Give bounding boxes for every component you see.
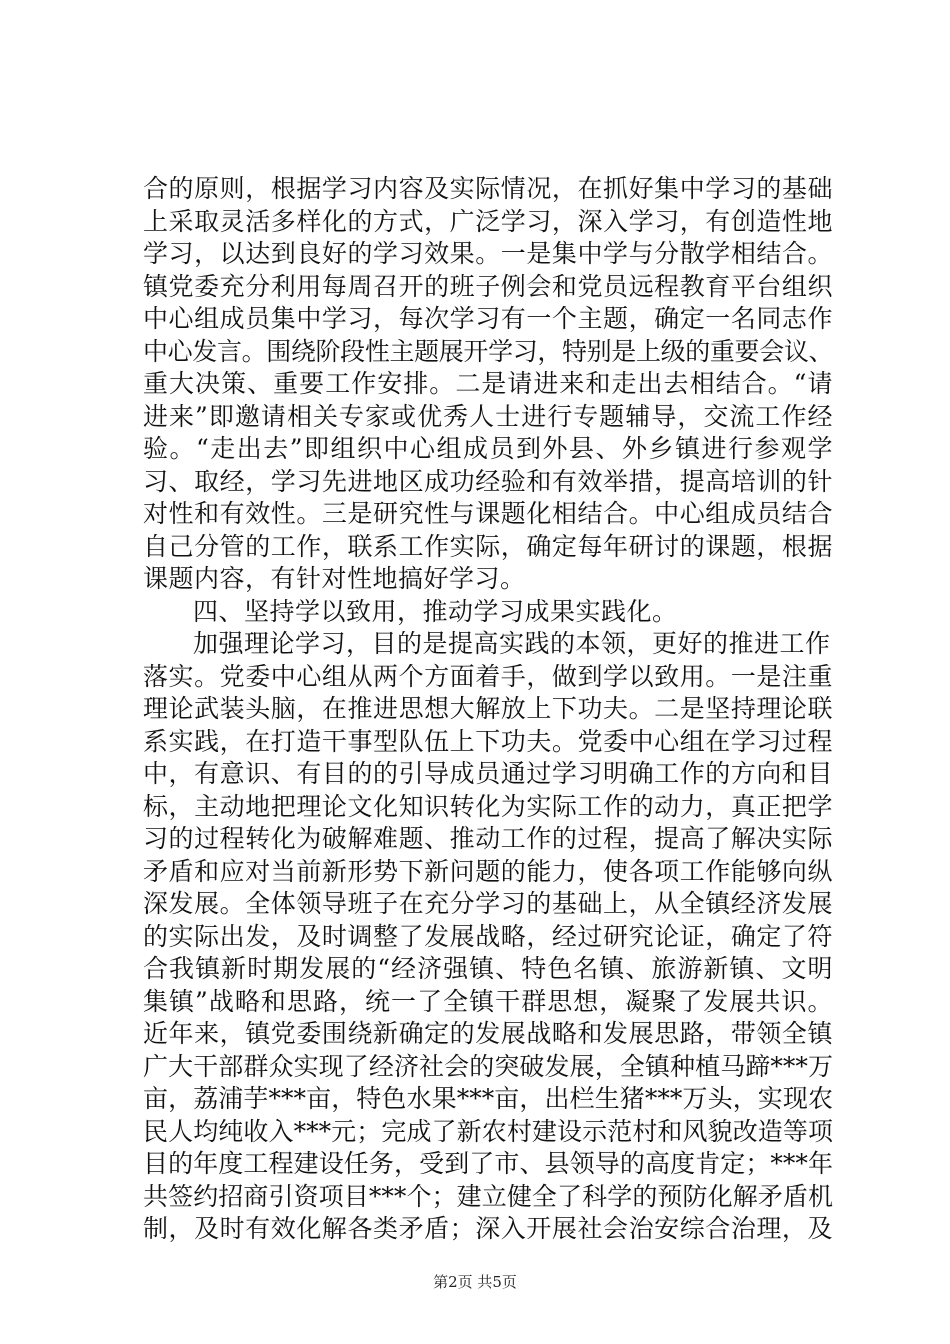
text-line: 习的过程转化为破解难题、推动工作的过程，提高了解决实际 <box>143 824 833 853</box>
page-footer <box>0 1271 950 1292</box>
body-text <box>143 173 833 1246</box>
text-line: 中心发言。围绕阶段性主题展开学习，特别是上级的重要会议、 <box>143 336 833 366</box>
text-line: 习、取经，学习先进地区成功经验和有效举措，提高培训的针 <box>143 466 833 496</box>
text-line: 课题内容，有针对性地搞好学习。 <box>143 564 526 593</box>
text-line: 共签约招商引资项目***个；建立健全了科学的预防化解矛盾机 <box>143 1181 833 1211</box>
text-line: 广大干部群众实现了经济社会的突破发展，全镇种植马蹄***万 <box>143 1051 833 1081</box>
text-line: 民人均纯收入***元；完成了新农村建设示范村和风貌改造等项 <box>143 1116 833 1146</box>
section-heading: 四、坚持学以致用，推动学习成果实践化。 <box>193 596 678 626</box>
text-line: 中，有意识、有目的的引导成员通过学习明确工作的方向和目 <box>143 759 833 788</box>
text-line: 矛盾和应对当前新形势下新问题的能力，使各项工作能够向纵 <box>143 856 833 886</box>
text-line: 合的原则，根据学习内容及实际情况，在抓好集中学习的基础 <box>143 174 833 203</box>
text-line: 近年来，镇党委围绕新确定的发展战略和发展思路，带领全镇 <box>143 1019 833 1048</box>
text-line: 对性和有效性。三是研究性与课题化相结合。中心组成员结合 <box>143 499 833 528</box>
text-line: 重大决策、重要工作安排。二是请进来和走出去相结合。“请 <box>143 369 833 398</box>
text-line: 落实。党委中心组从两个方面着手，做到学以致用。一是注重 <box>143 661 833 691</box>
text-line: 标，主动地把理论文化知识转化为实际工作的动力，真正把学 <box>143 791 833 821</box>
text-line: 合我镇新时期发展的“经济强镇、特色名镇、旅游新镇、文明 <box>143 954 833 983</box>
text-line: 学习，以达到良好的学习效果。一是集中学与分散学相结合。 <box>143 239 833 268</box>
text-line: 自己分管的工作，联系工作实际，确定每年研讨的课题，根据 <box>143 531 833 561</box>
text-line: 目的年度工程建设任务，受到了市、县领导的高度肯定；***年 <box>143 1149 833 1178</box>
text-line: 理论武装头脑，在推进思想大解放上下功夫。二是坚持理论联 <box>143 694 833 723</box>
text-line: 验。“走出去”即组织中心组成员到外县、外乡镇进行参观学 <box>143 434 833 463</box>
text-line: 上采取灵活多样化的方式，广泛学习，深入学习，有创造性地 <box>143 206 833 236</box>
text-line: 集镇”战略和思路，统一了全镇干群思想，凝聚了发展共识。 <box>143 986 833 1016</box>
text-line: 进来”即邀请相关专家或优秀人士进行专题辅导，交流工作经 <box>143 401 833 431</box>
text-line: 中心组成员集中学习，每次学习有一个主题，确定一名同志作 <box>143 304 833 333</box>
page-number-label: 第2页 共5页 <box>433 1273 517 1291</box>
text-line: 制，及时有效化解各类矛盾；深入开展社会治安综合治理，及 <box>143 1214 833 1243</box>
text-line: 深发展。全体领导班子在充分学习的基础上，从全镇经济发展 <box>143 889 833 918</box>
paragraph-first-line: 加强理论学习，目的是提高实践的本领，更好的推进工作 <box>193 629 831 658</box>
text-line: 亩，荔浦芋***亩，特色水果***亩，出栏生猪***万头，实现农 <box>143 1084 833 1113</box>
text-line: 系实践，在打造干事型队伍上下功夫。党委中心组在学习过程 <box>143 726 833 756</box>
text-line: 的实际出发，及时调整了发展战略，经过研究论证，确定了符 <box>143 921 833 951</box>
text-line: 镇党委充分利用每周召开的班子例会和党员远程教育平台组织 <box>143 271 833 301</box>
